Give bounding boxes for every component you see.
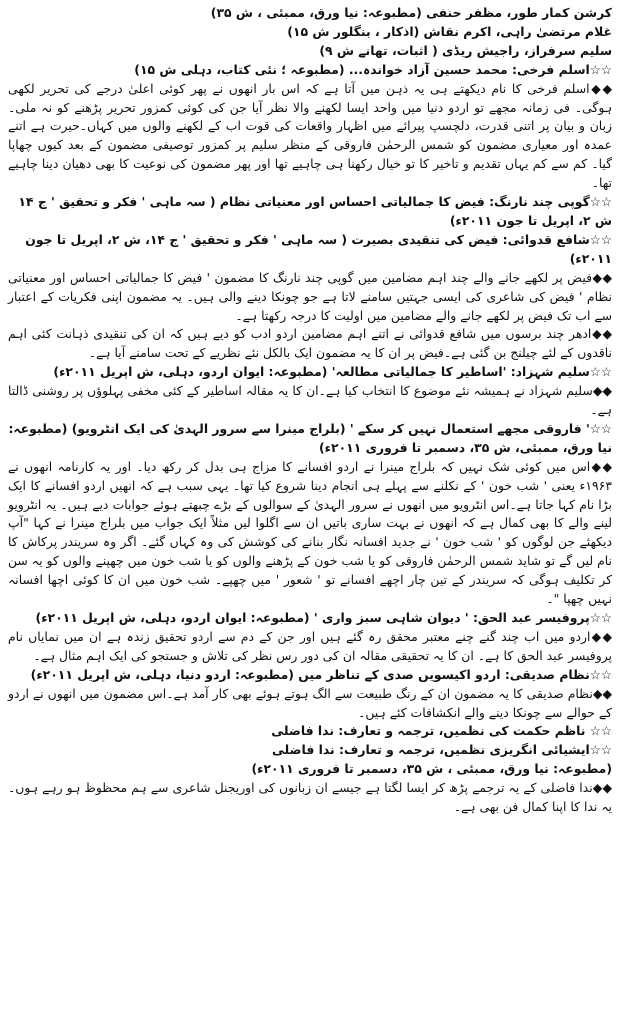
citation-line: ☆☆پروفیسر عبد الحق: ' دیوان شاہی سبز واری ' (مطبوعہ: ایوان اردو، دہلی، ش اپریل ۲۰۱۱ء): [35, 610, 612, 625]
citation-line: ☆☆ ناظم حکمت کی نظمیں، ترجمہ و تعارف: ندا فاضلی: [271, 723, 612, 739]
citation-line: ☆☆گوپی چند نارنگ: فیض کا جمالیاتی احساس اور معنیاتی نظام ( سہ ماہی ' فکر و تحقیق ' ج ۱۴ ش ۲، اپریل تا جون ۲۰۱۱ء): [18, 194, 612, 228]
citation-line: (مطبوعہ: نیا ورق، ممبئی ، ش ۳۵، دسمبر تا فروری ۲۰۱۱ء): [251, 761, 612, 777]
review-paragraph: ◆◆اردو میں اب چند گنے چنے معتبر محقق رہ گئے ہیں اور جن کے دم سے اردو تحقیق زندہ ہے ان میں نمایاں نام پروفیسر عبد الحق کا ہے۔ ان کا یہ تحقیقی مقالہ ان کی دور رس نظر کی تلاش و جستجو کی ایک اہم مثال ہے۔: [8, 628, 612, 663]
review-paragraph: ◆◆اسلم فرخی کا نام دیکھتے ہی یہ ذہن میں آتا ہے کہ اس بار انھوں نے پھر کوئی اعلیٰ درجے کی تحریر لکھی ہوگی۔ فی زمانہ مجھے تو اردو دنیا میں واحد ایسا لکھنے والا نظر آیا جن کی کوئی کمزور تحریر پڑھنے کو نہ ملی۔ زبان و بیان پر اتنی قدرت، دلچسپ پیرائے میں اظہار واقعات کی قوت اب کے لکھنے والوں میں کہاں۔حیرت ہے اتنے عمدہ اور معیاری مضمون کو شمس الرحمٰن فاروقی کے منظر سلیم پر کمزور توصیفی مضمون کے بعد کیوں چھاپا گیا۔ کم سے کم یہاں تقدیم و تاخیر کا تو خیال رکھنا ہی چاہیے تھا اور پھر مضمون کی نوعیت کا بھی دھیان دینا چاہیے تھا۔: [8, 80, 612, 191]
review-paragraph: ◆◆ادھر چند برسوں میں شافع قدوائی نے اتنے اہم مضامین اردو ادب کو دیے ہیں کہ ان کی تنقیدی ذہانت کئی اہم ناقدوں کے لئے چیلنج بن گئی ہے۔فیض پر ان کا یہ مضمون ایک بالکل نئے نظریے کے تحت سامنے آیا ہے۔: [8, 326, 612, 361]
citation-line: ☆☆نظام صدیقی: اردو اکیسویں صدی کے تناظر میں (مطبوعہ: اردو دنیا، دہلی، ش اپریل ۲۰۱۱ء): [30, 666, 612, 682]
citation-line: غلام مرتضیٰ راہی، اکرم نقاش (اذکار ، بنگلور ش ۱۵): [287, 23, 612, 39]
review-paragraph: ◆◆نظام صدیقی کا یہ مضمون ان کے رنگ طبیعت سے الگ ہوتے ہوئے بھی کار آمد ہے۔اس مضمون میں انھوں نے اردو کے حوالے سے چونکا دینے والے انکشافات کئے ہیں۔: [8, 685, 612, 720]
citation-line: کرشن کمار طور، مظفر حنفی (مطبوعہ: نیا ورق، ممبئی ، ش ۳۵): [210, 5, 612, 20]
review-paragraph: ◆◆اس میں کوئی شک نہیں کہ بلراج مینرا نے اردو افسانے کا مزاج ہی بدل کر رکھ دیا۔ اور یہ کارنامہ انھوں نے ۱۹۶۳ء یعنی ' شب خون ' کے نکلنے سے پہلے ہی انجام دینا شروع کیا تھا۔ یہی سبب ہے کہ انھیں اردو افسانے کا ایک بڑا نام کہا جاتا ہے۔اس انٹرویو میں انھوں نے سرور الہدیٰ کے سوالوں کے بڑے چبھتے ہوئے جوابات دیے ہیں۔ یہ انٹرویو لینے والے کا بھی کمال ہے کہ انھوں نے بہت ساری باتیں ان سے اگلوا لیں مثلاً ایک جواب میں بلراج مینرا نے کہا "آپ دیکھئے جن لوگوں کو ' شب خون ' نے جدید افسانہ نگار بنانے کی کوشش کی وہ کہاں گئے۔ اگر وہ سریندر پرکاش کا نام لیں گے تو شاید شمس الرحمٰن فاروقی کو یا شب خون کے پڑھنے والوں کو یا شب خون میں چھپنے والوں کو یہ سن کر تکلیف ہوگی کہ سریندر کے تین چار اچھے افسانے تو ' شعور ' میں چھپے۔ شب خون میں ان کا کوئی اچھا افسانہ نہیں چھپا "۔: [8, 458, 612, 607]
citation-line: ☆☆' فاروقی مجھے استعمال نہیں کر سکے ' (بلراج مینرا سے سرور الہدیٰ کی ایک انٹرویو) (مطبوعہ: نیا ورق، ممبئی، ش ۳۵، دسمبر تا فروری ۲۰۱۱ء): [8, 420, 612, 455]
citation-line: ☆☆سلیم شہزاد: 'اساطیر کا جمالیاتی مطالعہ' (مطبوعہ: ایوان اردو، دہلی، ش اپریل ۲۰۱۱ء): [53, 364, 612, 380]
review-paragraph: ◆◆سلیم شہزاد نے ہمیشہ نئے موضوع کا انتخاب کیا ہے۔ان کا یہ مقالہ اساطیر کے کئی مخفی پہلوؤں پر روشنی ڈالتا ہے۔: [8, 383, 612, 418]
review-paragraph: ◆◆فیض پر لکھے جانے والے چند اہم مضامین میں گوپی چند نارنگ کا مضمون ' فیض کا جمالیاتی احساس اور معنیاتی نظام ' فیض کی شاعری کی ایسی جہتیں سامنے لاتا ہے جو چونکا دینے والی ہیں۔ یہ مضمون اپنی فکریات کے اعتبار سے اب تک فیض پر لکھے جانے والے مضامین میں اولیت کا درجہ رکھتا ہے۔: [8, 269, 612, 323]
citation-line: ☆☆شافع قدوائی: فیض کی تنقیدی بصیرت ( سہ ماہی ' فکر و تحقیق ' ج ۱۴، ش ۲، اپریل تا جون ۲۰۱۱ء): [25, 231, 612, 266]
citation-line: ☆☆ایشیائی انگریزی نظمیں، ترجمہ و تعارف: ندا فاضلی: [271, 742, 612, 758]
citation-line: سلیم سرفراز، راجیش ریڈی ( اثبات، تھانے ش ۹): [319, 42, 612, 58]
citation-line: ☆☆اسلم فرخی: محمد حسین آزاد خواندہ... (مطبوعہ ؛ نئی کتاب، دہلی ش ۱۵): [134, 61, 612, 77]
review-paragraph: ◆◆ندا فاضلی کے یہ ترجمے پڑھ کر ایسا لگتا ہے جیسے ان زبانوں کی اوریجنل شاعری سے ہم محظوظ ہو رہے ہوں۔ یہ ندا کا اپنا کمال فن بھی ہے۔: [8, 780, 612, 815]
